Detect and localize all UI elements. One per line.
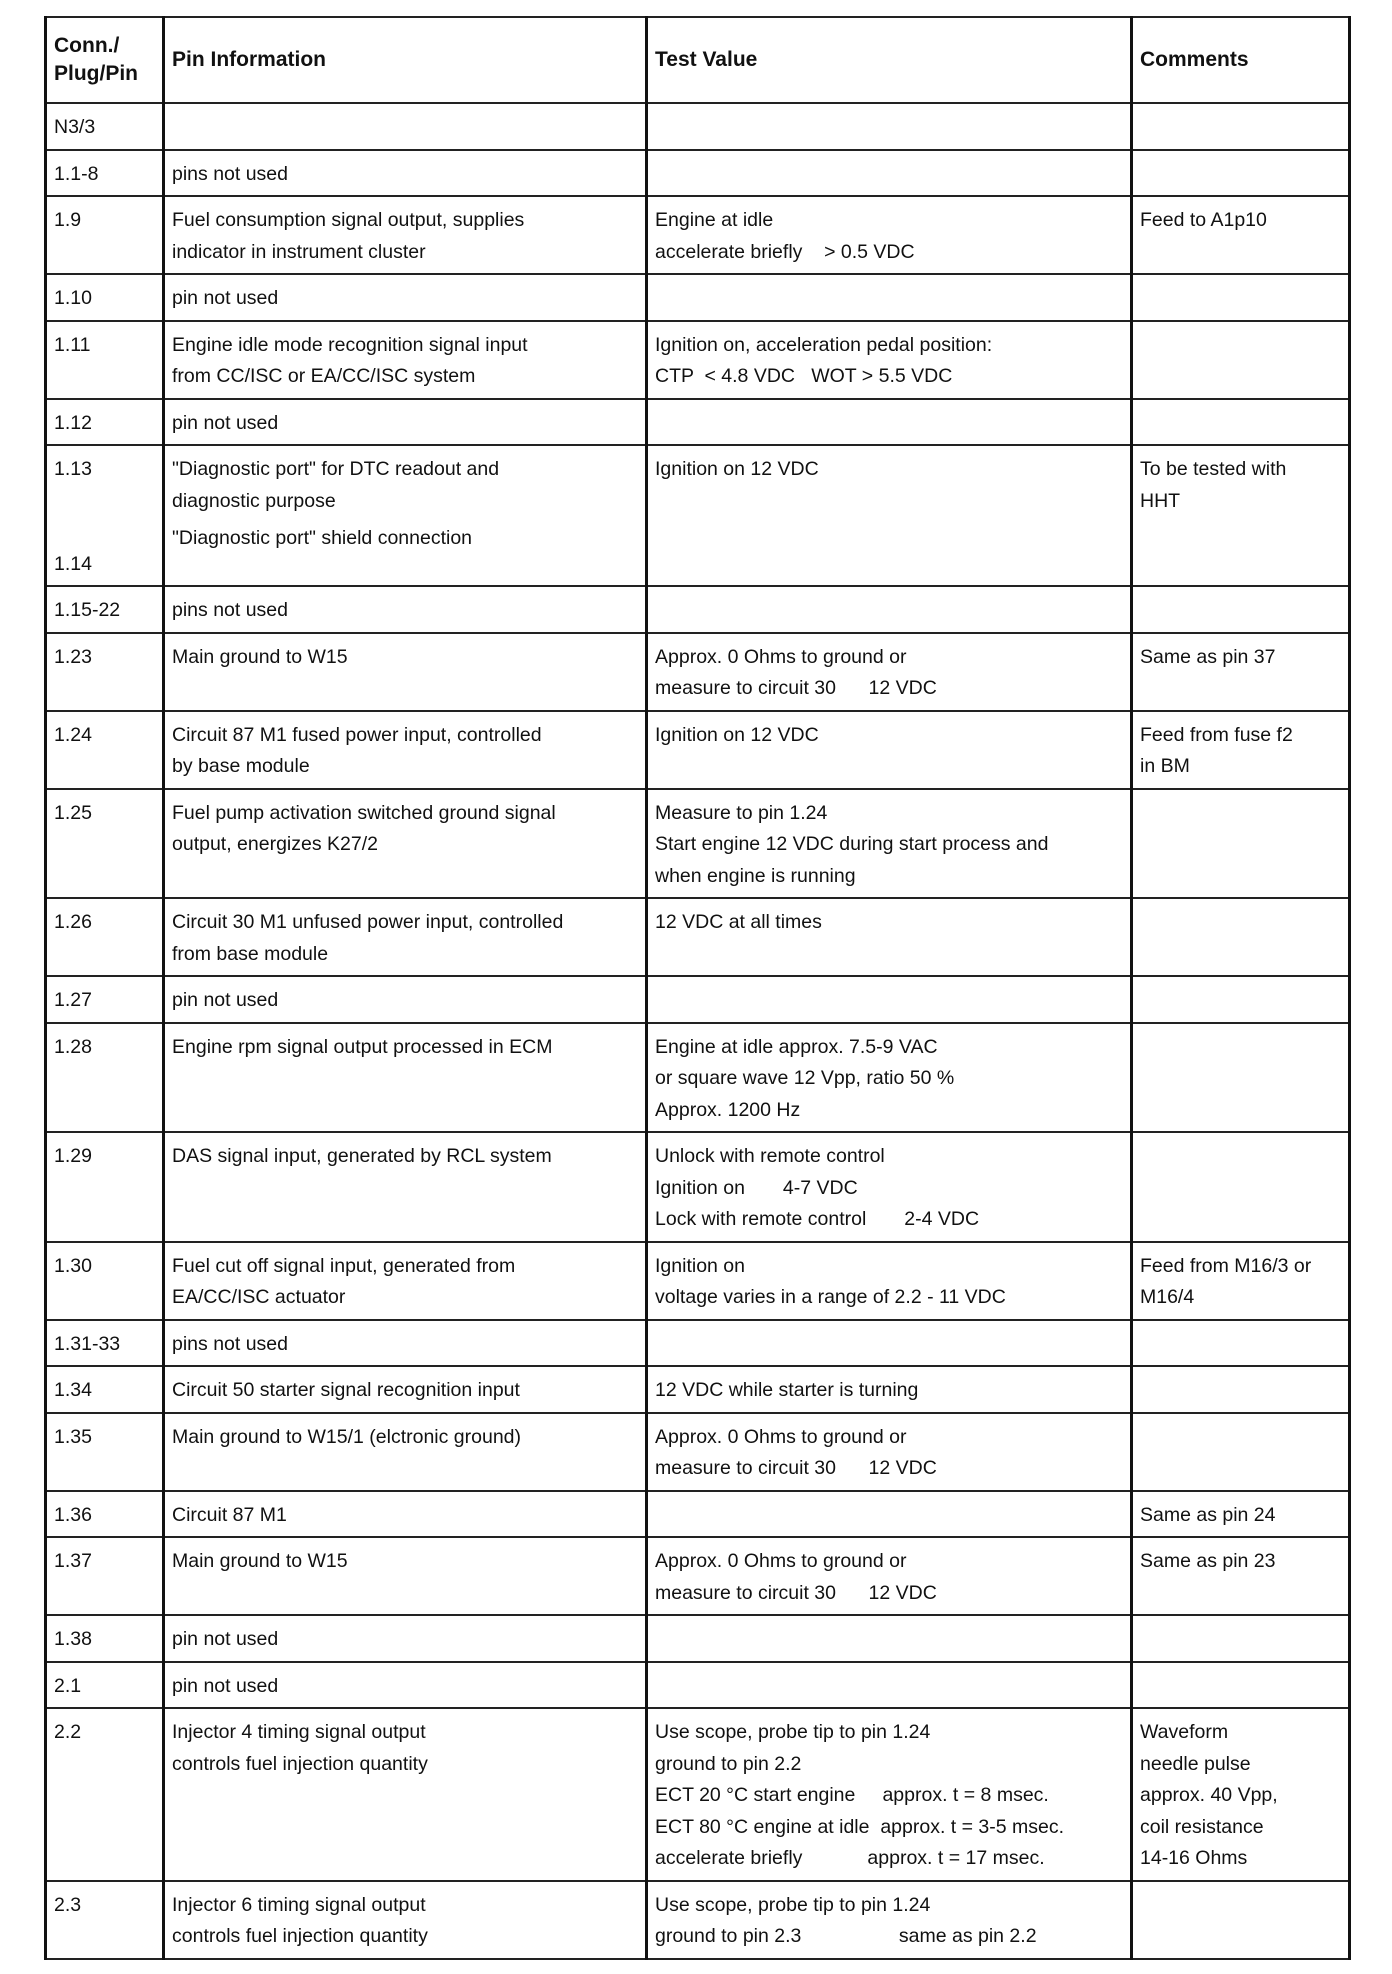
- comments-cell: [1132, 274, 1350, 321]
- pin-info-cell: [164, 1132, 647, 1242]
- pin-cell: [46, 586, 164, 633]
- test-value-line: Start engine 12 VDC during start process and: [655, 833, 1049, 855]
- pin-info-cell: [164, 1881, 647, 1959]
- comments-cell: [1132, 196, 1350, 274]
- test-value-line: accelerate briefly approx. t = 17 msec.: [655, 1847, 1045, 1869]
- comments-cell: [1132, 711, 1350, 789]
- pin-info-line: pins not used: [172, 162, 289, 185]
- pin-label: 1.35: [54, 1425, 92, 1448]
- test-value-line: ECT 20 °C start engine approx. t = 8 msec.: [655, 1784, 1049, 1806]
- pin-info-line: Fuel pump activation switched ground signal: [172, 801, 556, 824]
- test-value-line: Ignition on, acceleration pedal position:: [655, 333, 993, 356]
- comments-cell: [1132, 1242, 1350, 1320]
- pin-label: 1.15-22: [54, 599, 121, 621]
- table-row: [46, 633, 1350, 711]
- pin-info-cell: [164, 150, 647, 197]
- pin-info-cell: [164, 898, 647, 976]
- pin-info-line: Main ground to W15: [172, 1550, 348, 1572]
- test-value-line: voltage varies in a range of 2.2 - 11 VDC: [655, 1286, 1006, 1308]
- comments-cell: [1132, 1320, 1350, 1367]
- pin-info-line: EA/CC/ISC actuator: [172, 1286, 346, 1308]
- header-pin-information-label: Pin Information: [172, 48, 326, 71]
- pin-cell: [46, 321, 164, 399]
- test-value-cell: [647, 789, 1132, 899]
- table-row: [46, 399, 1350, 446]
- pin-info-line: Engine rpm signal output processed in ECM: [172, 1035, 553, 1058]
- table-row: [46, 1132, 1350, 1242]
- pin-label: 1.10: [54, 287, 92, 309]
- test-value-line: accelerate briefly > 0.5 VDC: [655, 240, 915, 263]
- pin-info-cell: [164, 633, 647, 711]
- test-value-cell: [647, 1320, 1132, 1367]
- pin-label: 1.37: [54, 1550, 92, 1572]
- table-row: [46, 1023, 1350, 1133]
- comments-cell: [1132, 898, 1350, 976]
- comments-cell: [1132, 1366, 1350, 1413]
- test-value-line: Approx. 0 Ohms to ground or: [655, 1550, 907, 1572]
- pin-info-line: controls fuel injection quantity: [172, 1925, 428, 1947]
- comments-cell: [1132, 321, 1350, 399]
- pin-cell: [46, 274, 164, 321]
- comments-line: M16/4: [1140, 1286, 1195, 1308]
- test-value-cell: [647, 976, 1132, 1023]
- pin-info-line: "Diagnostic port" for DTC readout and: [172, 458, 500, 480]
- test-value-cell: [647, 1537, 1132, 1615]
- test-value-line: measure to circuit 30 12 VDC: [655, 1457, 937, 1479]
- pin-cell: [46, 196, 164, 274]
- test-value-line: ground to pin 2.3 same as pin 2.2: [655, 1925, 1037, 1947]
- table-row: [46, 196, 1350, 274]
- test-value-line: Engine at idle: [655, 209, 774, 231]
- comments-cell: [1132, 150, 1350, 197]
- pin-info-cell: [164, 1242, 647, 1320]
- test-value-line: Ignition on 4-7 VDC: [655, 1176, 858, 1199]
- comments-line: Feed from fuse f2: [1140, 723, 1293, 746]
- pin-label: 1.1-8: [54, 162, 99, 185]
- pin-cell: [46, 1881, 164, 1959]
- test-value-cell: [647, 633, 1132, 711]
- comments-line: Same as pin 24: [1140, 1503, 1276, 1526]
- pin-info-line: pin not used: [172, 1674, 279, 1697]
- table-row: [46, 976, 1350, 1023]
- comments-line: Same as pin 37: [1140, 645, 1276, 668]
- pin-cell: [46, 1708, 164, 1881]
- pin-info-cell: [164, 445, 647, 586]
- test-value-line: Approx. 0 Ohms to ground or: [655, 1425, 907, 1448]
- test-value-line: CTP < 4.8 VDC WOT > 5.5 VDC: [655, 365, 953, 387]
- pin-info-line: controls fuel injection quantity: [172, 1752, 428, 1775]
- table-row: [46, 274, 1350, 321]
- comments-cell: [1132, 1662, 1350, 1709]
- pin-label: 1.9: [54, 209, 82, 231]
- pin-info-line: Injector 4 timing signal output: [172, 1721, 426, 1743]
- comments-line: HHT: [1140, 489, 1181, 512]
- comments-cell: [1132, 976, 1350, 1023]
- pin-info-cell: [164, 1413, 647, 1491]
- pin-info-cell: [164, 789, 647, 899]
- pin-info-line: Fuel consumption signal output, supplies: [172, 209, 525, 231]
- pin-info-cell: [164, 1708, 647, 1881]
- table-row: [46, 1320, 1350, 1367]
- pin-info-line: Circuit 87 M1 fused power input, controlled: [172, 723, 542, 746]
- table-row: [46, 1662, 1350, 1709]
- pin-info-line: Circuit 30 M1 unfused power input, controlled: [172, 911, 564, 933]
- pin-cell: [46, 898, 164, 976]
- pin-info-cell: [164, 399, 647, 446]
- header-test-value: [647, 17, 1132, 103]
- pin-cell: [46, 103, 164, 150]
- pin-info-cell: [164, 711, 647, 789]
- table-row: [46, 150, 1350, 197]
- table-row: [46, 711, 1350, 789]
- test-value-line: Engine at idle approx. 7.5-9 VAC: [655, 1035, 938, 1058]
- pin-cell: [46, 633, 164, 711]
- test-value-line: Ignition on: [655, 1254, 745, 1277]
- pin-cell: [46, 150, 164, 197]
- pin-cell: [46, 445, 164, 586]
- pin-label: 1.26: [54, 911, 92, 933]
- pin-label: 1.11: [54, 333, 91, 356]
- pin-label: 1.38: [54, 1628, 92, 1650]
- comments-cell: [1132, 1615, 1350, 1662]
- pin-info-cell: [164, 1366, 647, 1413]
- pin-cell: [46, 399, 164, 446]
- pin-cell: [46, 1615, 164, 1662]
- comments-line: Same as pin 23: [1140, 1550, 1276, 1572]
- test-value-line: measure to circuit 30 12 VDC: [655, 1581, 937, 1604]
- test-value-line: 12 VDC at all times: [655, 911, 822, 933]
- pin-label: 1.13 1.14: [54, 458, 92, 575]
- comments-cell: [1132, 103, 1350, 150]
- comments-line: 14-16 Ohms: [1140, 1847, 1248, 1869]
- table-row: [46, 1881, 1350, 1959]
- pin-label: 1.30: [54, 1254, 92, 1277]
- pin-info-line: Circuit 50 starter signal recognition input: [172, 1379, 520, 1401]
- pin-info-cell: [164, 274, 647, 321]
- pin-label: 1.29: [54, 1145, 92, 1167]
- test-value-cell: [647, 1615, 1132, 1662]
- pin-info-cell: [164, 1023, 647, 1133]
- test-value-line: Unlock with remote control: [655, 1145, 885, 1167]
- pin-cell: [46, 1537, 164, 1615]
- table-row: [46, 321, 1350, 399]
- pin-cell: [46, 1242, 164, 1320]
- comments-cell: [1132, 633, 1350, 711]
- test-value-cell: [647, 1881, 1132, 1959]
- pin-table-body: [46, 17, 1350, 1959]
- pin-label: 2.1: [54, 1674, 82, 1697]
- table-row: [46, 1242, 1350, 1320]
- table-row: [46, 1537, 1350, 1615]
- pin-label: 2.3: [54, 1893, 82, 1916]
- comments-line: approx. 40 Vpp,: [1140, 1784, 1278, 1806]
- pin-cell: [46, 789, 164, 899]
- test-value-cell: [647, 1242, 1132, 1320]
- pin-info-line: from base module: [172, 942, 329, 965]
- pin-info-line: diagnostic purpose: [172, 489, 336, 512]
- test-value-cell: [647, 711, 1132, 789]
- pin-info-line: pin not used: [172, 989, 279, 1011]
- test-value-line: 12 VDC while starter is turning: [655, 1379, 919, 1401]
- pin-info-line: from CC/ISC or EA/CC/ISC system: [172, 365, 476, 387]
- comments-line: in BM: [1140, 755, 1190, 777]
- comments-line: To be tested with: [1140, 458, 1287, 480]
- pin-info-cell: [164, 1615, 647, 1662]
- pin-cell: [46, 1132, 164, 1242]
- comments-line: coil resistance: [1140, 1815, 1264, 1838]
- pin-table: [44, 16, 1351, 1960]
- pin-cell: [46, 1320, 164, 1367]
- pin-label: 1.25: [54, 801, 92, 824]
- pin-cell: [46, 1023, 164, 1133]
- pin-label: 1.28: [54, 1035, 92, 1058]
- comments-line: needle pulse: [1140, 1752, 1251, 1775]
- pin-info-line: indicator in instrument cluster: [172, 240, 426, 263]
- pin-label: 1.23: [54, 645, 92, 668]
- test-value-cell: [647, 399, 1132, 446]
- comments-line: Feed to A1p10: [1140, 209, 1267, 231]
- test-value-line: Ignition on 12 VDC: [655, 458, 819, 480]
- test-value-cell: [647, 1132, 1132, 1242]
- comments-line: Feed from M16/3 or: [1140, 1254, 1312, 1277]
- pin-label: 1.34: [54, 1379, 92, 1401]
- test-value-cell: [647, 274, 1132, 321]
- table-header-row: [46, 17, 1350, 103]
- pin-label: 1.24: [54, 723, 92, 746]
- comments-cell: [1132, 1708, 1350, 1881]
- test-value-line: ground to pin 2.2: [655, 1752, 802, 1775]
- test-value-cell: [647, 196, 1132, 274]
- pin-label: 2.2: [54, 1721, 82, 1743]
- pin-info-line: pins not used: [172, 599, 289, 621]
- test-value-line: or square wave 12 Vpp, ratio 50 %: [655, 1067, 955, 1089]
- test-value-cell: [647, 150, 1132, 197]
- test-value-line: Lock with remote control 2-4 VDC: [655, 1208, 980, 1230]
- test-value-line: when engine is running: [655, 864, 856, 887]
- pin-info-cell: [164, 103, 647, 150]
- pin-info-cell: [164, 196, 647, 274]
- comments-cell: [1132, 789, 1350, 899]
- pin-info-line: by base module: [172, 755, 310, 777]
- pin-info-line: pin not used: [172, 1628, 279, 1650]
- table-row: [46, 898, 1350, 976]
- table-row: [46, 1413, 1350, 1491]
- pin-info-cell: [164, 586, 647, 633]
- pin-info-cell: [164, 976, 647, 1023]
- comments-cell: [1132, 1881, 1350, 1959]
- table-row: [46, 789, 1350, 899]
- table-row: [46, 1708, 1350, 1881]
- table-row: [46, 1491, 1350, 1538]
- comments-cell: [1132, 399, 1350, 446]
- header-comments-label: Comments: [1140, 48, 1249, 71]
- comments-cell: [1132, 1491, 1350, 1538]
- test-value-line: measure to circuit 30 12 VDC: [655, 677, 937, 699]
- pin-info-line: pins not used: [172, 1332, 289, 1355]
- pin-info-cell: [164, 1320, 647, 1367]
- table-row: [46, 103, 1350, 150]
- test-value-line: Ignition on 12 VDC: [655, 723, 819, 746]
- test-value-line: Approx. 1200 Hz: [655, 1098, 801, 1121]
- pin-cell: [46, 976, 164, 1023]
- test-value-line: Approx. 0 Ohms to ground or: [655, 645, 907, 668]
- test-value-cell: [647, 1708, 1132, 1881]
- test-value-cell: [647, 898, 1132, 976]
- pin-label: N3/3: [54, 116, 96, 138]
- test-value-cell: [647, 1662, 1132, 1709]
- pin-label: 1.27: [54, 989, 92, 1011]
- test-value-line: ECT 80 °C engine at idle approx. t = 3-5 msec.: [655, 1815, 1065, 1838]
- test-value-cell: [647, 445, 1132, 586]
- pin-info-line: Injector 6 timing signal output: [172, 1893, 426, 1916]
- header-test-value-label: Test Value: [655, 48, 758, 71]
- pin-info-line: DAS signal input, generated by RCL system: [172, 1145, 552, 1167]
- pin-info-line: pin not used: [172, 287, 279, 309]
- pin-info-line: Fuel cut off signal input, generated from: [172, 1254, 516, 1277]
- pin-info-line: Circuit 87 M1: [172, 1503, 287, 1526]
- test-value-cell: [647, 1413, 1132, 1491]
- pin-cell: [46, 1413, 164, 1491]
- test-value-cell: [647, 103, 1132, 150]
- test-value-line: Use scope, probe tip to pin 1.24: [655, 1721, 931, 1743]
- pin-label: 1.36: [54, 1503, 92, 1526]
- pin-cell: [46, 1366, 164, 1413]
- pin-cell: [46, 711, 164, 789]
- comments-line: Waveform: [1140, 1721, 1229, 1743]
- table-row: [46, 1615, 1350, 1662]
- test-value-cell: [647, 1491, 1132, 1538]
- pin-cell: [46, 1662, 164, 1709]
- table-row: [46, 1366, 1350, 1413]
- table-row: [46, 445, 1350, 586]
- header-conn-plug-pin-label: Conn./ Plug/Pin: [54, 34, 138, 85]
- test-value-cell: [647, 1366, 1132, 1413]
- pin-label: 1.31-33: [54, 1332, 121, 1355]
- test-value-line: Measure to pin 1.24: [655, 801, 828, 824]
- header-pin-information: [164, 17, 647, 103]
- test-value-line: Use scope, probe tip to pin 1.24: [655, 1893, 931, 1916]
- test-value-cell: [647, 321, 1132, 399]
- comments-cell: [1132, 445, 1350, 586]
- pin-cell: [46, 1491, 164, 1538]
- comments-cell: [1132, 1132, 1350, 1242]
- header-conn-plug-pin: [46, 17, 164, 103]
- pin-info-line: pin not used: [172, 411, 279, 434]
- header-comments: [1132, 17, 1350, 103]
- pin-label: 1.12: [54, 411, 92, 434]
- pin-info-line: output, energizes K27/2: [172, 833, 378, 855]
- pin-info-line: "Diagnostic port" shield connection: [172, 527, 473, 549]
- pin-info-cell: [164, 1662, 647, 1709]
- comments-cell: [1132, 586, 1350, 633]
- comments-cell: [1132, 1023, 1350, 1133]
- pin-info-line: Main ground to W15/1 (elctronic ground): [172, 1425, 522, 1448]
- pin-info-cell: [164, 1537, 647, 1615]
- test-value-cell: [647, 1023, 1132, 1133]
- table-row: [46, 586, 1350, 633]
- pin-info-cell: [164, 1491, 647, 1538]
- pin-info-line: Main ground to W15: [172, 645, 348, 668]
- pin-info-cell: [164, 321, 647, 399]
- comments-cell: [1132, 1413, 1350, 1491]
- pin-table-page: [44, 16, 1348, 1960]
- pin-info-line: Engine idle mode recognition signal input: [172, 333, 528, 356]
- comments-cell: [1132, 1537, 1350, 1615]
- test-value-cell: [647, 586, 1132, 633]
